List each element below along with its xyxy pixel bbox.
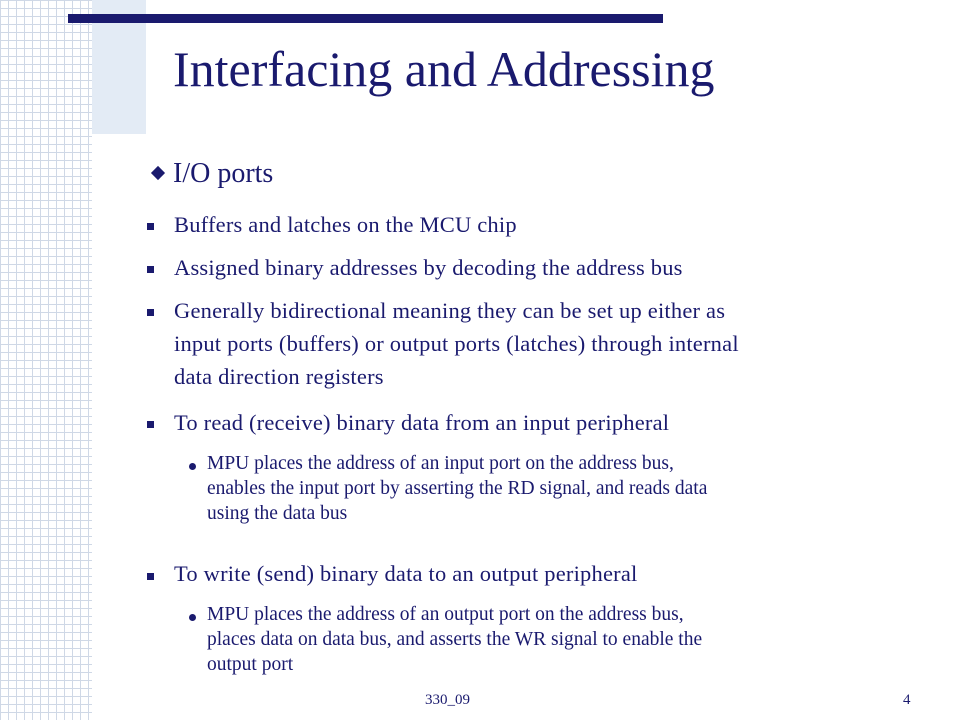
square-bullet-icon xyxy=(147,266,154,273)
round-bullet-icon xyxy=(189,463,196,470)
bullet-bidirectional-line-1: Generally bidirectional meaning they can be set up either as xyxy=(174,298,726,323)
sub-bullet-read-line-3: using the data bus xyxy=(207,503,348,524)
square-bullet-icon xyxy=(147,309,154,316)
square-bullet-icon xyxy=(147,223,154,230)
sub-bullet-write-line-3: output port xyxy=(207,654,294,675)
round-bullet-icon xyxy=(189,614,196,621)
square-bullet-icon xyxy=(147,573,154,580)
sub-bullet-write-line-2: places data on data bus, and asserts the WR signal to enable the xyxy=(207,629,703,650)
bullet-bidirectional-line-3: data direction registers xyxy=(174,364,384,389)
bullet-buffers: Buffers and latches on the MCU chip xyxy=(174,212,517,237)
bullet-bidirectional-line-2: input ports (buffers) or output ports (latches) through internal xyxy=(174,331,739,356)
sub-bullet-write-line-1: MPU places the address of an output port on the address bus, xyxy=(207,604,684,625)
bullet-assigned: Assigned binary addresses by decoding the address bus xyxy=(174,255,683,280)
footer-page-number: 4 xyxy=(903,692,911,708)
title-rule xyxy=(68,14,663,23)
slide-title: Interfacing and Addressing xyxy=(173,41,715,97)
sub-bullet-read-line-1: MPU places the address of an input port on the address bus, xyxy=(207,453,674,474)
diamond-bullet-icon xyxy=(151,166,165,180)
bullet-read: To read (receive) binary data from an input peripheral xyxy=(174,410,670,435)
decorative-grid-strip xyxy=(0,0,92,720)
bullet-write: To write (send) binary data to an output peripheral xyxy=(174,561,638,586)
footer-course-code: 330_09 xyxy=(425,692,470,708)
bullet-io-ports: I/O ports xyxy=(173,158,274,189)
square-bullet-icon xyxy=(147,421,154,428)
sub-bullet-read-line-2: enables the input port by asserting the RD signal, and reads data xyxy=(207,478,708,499)
